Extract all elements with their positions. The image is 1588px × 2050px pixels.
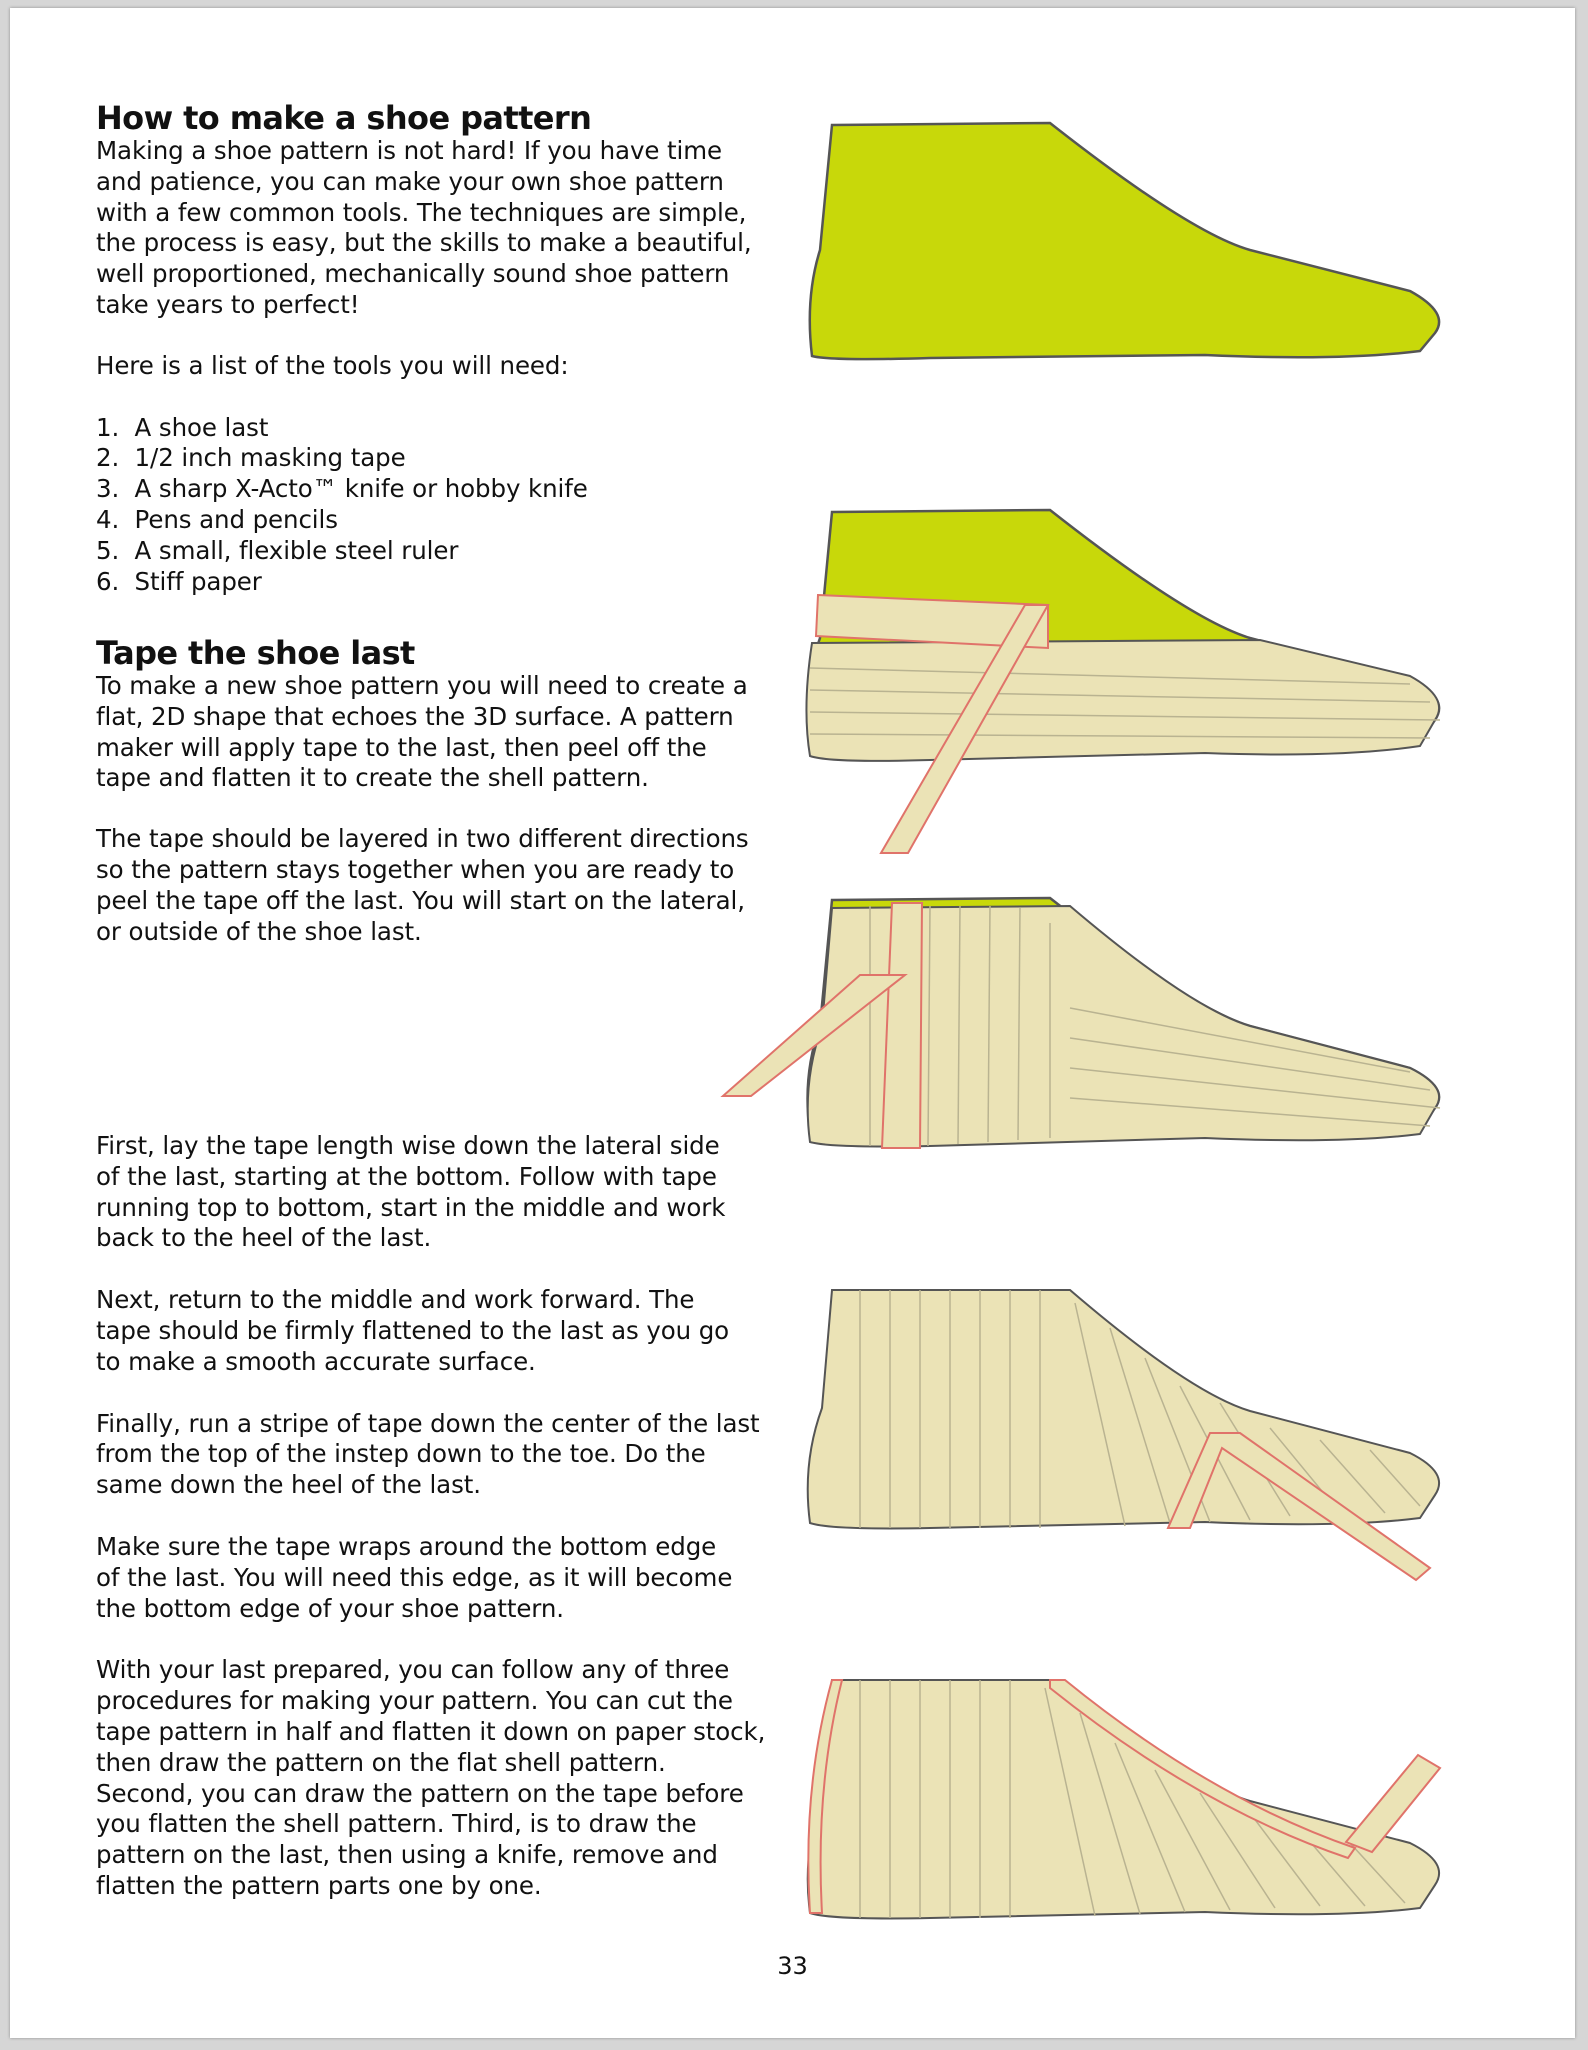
figure-center-stripe bbox=[808, 1680, 1440, 1918]
figure-lengthwise-tape bbox=[806, 510, 1440, 853]
document-page bbox=[10, 8, 1575, 2038]
tape-paragraph-7: With your last prepared, you can follow any of three procedures for making your pattern. You can cut the tape pattern in half and flatten it down on paper stock, then draw the pattern on the flat shell pattern. Second, you can draw the pattern on the tape before you flatten the shell pattern. Third, is to draw the pattern on the last, then using a knife, remove and flatten the pattern parts one by one. bbox=[96, 1655, 766, 1900]
heading-how-to-make: How to make a shoe pattern bbox=[96, 99, 592, 137]
tape-paragraph-6: Make sure the tape wraps around the bottom edge of the last. You will need this edge, as it will become the bottom edge of your shoe pattern. bbox=[96, 1531, 733, 1623]
tools-list-item: 1. A shoe last bbox=[96, 412, 269, 442]
tape-layer bbox=[808, 1290, 1439, 1528]
tape-paragraph-2: The tape should be layered in two different directions so the pattern stays together when you are ready to peel the tape off the last. You will start on the lateral, or outside of the shoe last. bbox=[96, 824, 749, 946]
last-shape bbox=[810, 123, 1439, 359]
tools-list-item: 4. Pens and pencils bbox=[96, 504, 338, 534]
tape-paragraph-4: Next, return to the middle and work forward. The tape should be firmly flattened to the last as you go to make a smooth accurate surface. bbox=[96, 1285, 730, 1376]
figure-vertical-tape bbox=[723, 898, 1440, 1148]
tools-list-item: 6. Stiff paper bbox=[96, 566, 262, 596]
tape-paragraph-3: First, lay the tape length wise down the lateral side of the last, starting at the bottom. Follow with tape running top to bottom, start in the middle and work back to the heel of the last. bbox=[96, 1131, 726, 1253]
intro-paragraph: Making a shoe pattern is not hard! If you have time and patience, you can make your own shoe pattern with a few common tools. The techniques are simple, the process is easy, but the skills to make a beautiful, well proportioned, mechanically sound shoe pattern take years to perfect! bbox=[96, 136, 752, 319]
tools-list-item: 3. A sharp X-Acto™ knife or hobby knife bbox=[96, 474, 588, 504]
tools-list-item: 5. A small, flexible steel ruler bbox=[96, 535, 459, 565]
tape-paragraph-5: Finally, run a stripe of tape down the center of the last from the top of the instep down to the toe. Do the same down the heel of the last. bbox=[96, 1408, 760, 1500]
shoe-last-illustrations bbox=[10, 8, 1575, 2038]
tape-paragraph-1: To make a new shoe pattern you will need to create a flat, 2D shape that echoes the 3D surface. A pattern maker will apply tape to the last, then peel off the tape and flatten it to create the shell pattern. bbox=[96, 671, 748, 793]
heading-tape-the-last: Tape the shoe last bbox=[96, 634, 415, 672]
figure-fully-taped bbox=[808, 1290, 1439, 1580]
figure-bare-last bbox=[810, 123, 1439, 359]
page-number: 33 bbox=[777, 1952, 808, 1980]
tape-strip-peeling bbox=[1346, 1755, 1440, 1852]
tools-intro: Here is a list of the tools you will need: bbox=[96, 350, 569, 380]
tools-list-item: 2. 1/2 inch masking tape bbox=[96, 443, 406, 473]
